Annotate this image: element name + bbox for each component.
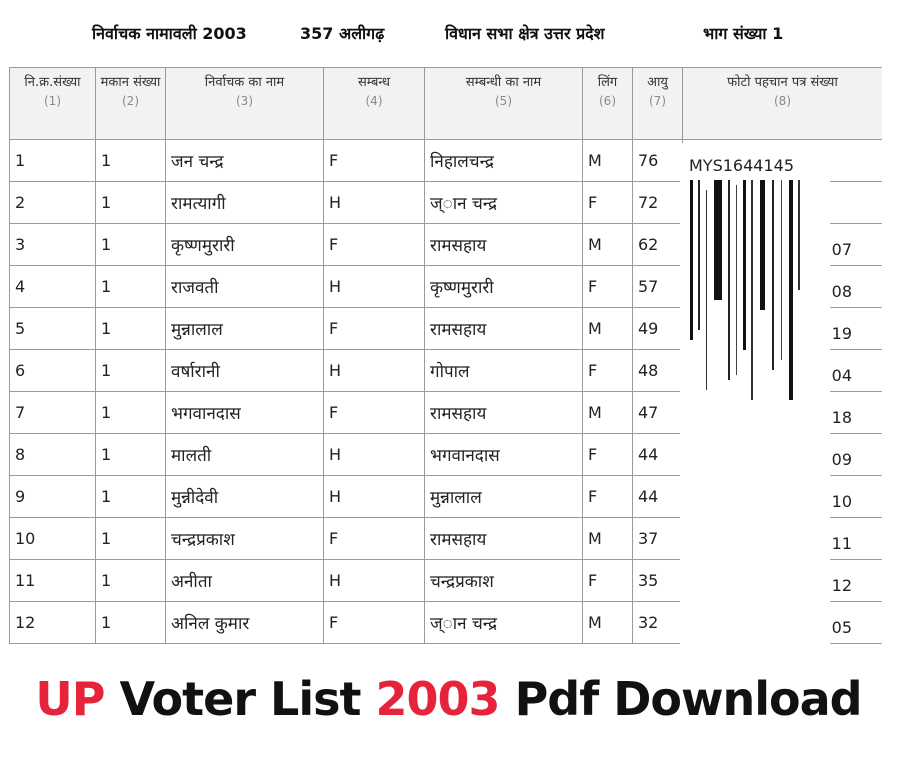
relation-cell: H	[324, 434, 425, 476]
serial-cell: 3	[10, 224, 96, 266]
photo-id-tail: 04	[831, 366, 852, 385]
column-header-photo-id: फोटो पहचान पत्र संख्या (8)	[683, 68, 883, 140]
part-number-label: भाग संख्या 1	[703, 24, 784, 43]
age-cell: 32	[633, 602, 683, 644]
gender-cell: F	[583, 350, 633, 392]
assembly-label: विधान सभा क्षेत्र उत्तर प्रदेश	[445, 24, 605, 43]
voter-name-cell: अनीता	[166, 560, 324, 602]
house-cell: 1	[96, 182, 166, 224]
gender-cell: M	[583, 224, 633, 266]
constituency-label: 357 अलीगढ़	[300, 24, 385, 43]
gender-cell: F	[583, 434, 633, 476]
house-cell: 1	[96, 308, 166, 350]
relative-name-cell: चन्द्रप्रकाश	[425, 560, 583, 602]
relation-cell: F	[324, 308, 425, 350]
house-cell: 1	[96, 518, 166, 560]
age-cell: 44	[633, 434, 683, 476]
serial-cell: 7	[10, 392, 96, 434]
document-header	[0, 22, 897, 48]
serial-cell: 12	[10, 602, 96, 644]
column-header-house: मकान संख्या (2)	[96, 68, 166, 140]
relation-cell: F	[324, 224, 425, 266]
voter-name-cell: राजवती	[166, 266, 324, 308]
banner-up: UP	[35, 672, 105, 726]
age-cell: 49	[633, 308, 683, 350]
age-cell: 44	[633, 476, 683, 518]
voter-name-cell: मुन्नीदेवी	[166, 476, 324, 518]
serial-cell: 5	[10, 308, 96, 350]
relation-cell: F	[324, 140, 425, 182]
relative-name-cell: भगवानदास	[425, 434, 583, 476]
relative-name-cell: गोपाल	[425, 350, 583, 392]
column-header-relation: सम्बन्ध (4)	[324, 68, 425, 140]
relation-cell: F	[324, 392, 425, 434]
relation-cell: H	[324, 560, 425, 602]
age-cell: 47	[633, 392, 683, 434]
relation-cell: H	[324, 182, 425, 224]
house-cell: 1	[96, 392, 166, 434]
voter-name-cell: जन चन्द्र	[166, 140, 324, 182]
house-cell: 1	[96, 602, 166, 644]
banner-pdf-download: Pdf Download	[514, 672, 862, 726]
gender-cell: F	[583, 182, 633, 224]
relative-name-cell: ज्ान चन्द्र	[425, 182, 583, 224]
voter-name-cell: भगवानदास	[166, 392, 324, 434]
column-header-voter-name: निर्वाचक का नाम (3)	[166, 68, 324, 140]
serial-cell: 4	[10, 266, 96, 308]
banner-title	[0, 672, 897, 726]
photo-id-tail: 19	[831, 324, 852, 343]
house-cell: 1	[96, 350, 166, 392]
house-cell: 1	[96, 140, 166, 182]
voter-name-cell: रामत्यागी	[166, 182, 324, 224]
age-cell: 35	[633, 560, 683, 602]
age-cell: 76	[633, 140, 683, 182]
relative-name-cell: कृष्णमुरारी	[425, 266, 583, 308]
relation-cell: F	[324, 602, 425, 644]
serial-cell: 8	[10, 434, 96, 476]
photo-id-tail: 05	[831, 618, 852, 637]
photo-id-tail: 10	[831, 492, 852, 511]
column-header-serial: नि.क्र.संख्या (1)	[10, 68, 96, 140]
house-cell: 1	[96, 560, 166, 602]
serial-cell: 2	[10, 182, 96, 224]
relative-name-cell: रामसहाय	[425, 392, 583, 434]
column-header-age: आयु (7)	[633, 68, 683, 140]
relation-cell: H	[324, 350, 425, 392]
relation-cell: H	[324, 266, 425, 308]
age-cell: 62	[633, 224, 683, 266]
photo-id-tail: 09	[831, 450, 852, 469]
serial-cell: 11	[10, 560, 96, 602]
gender-cell: M	[583, 518, 633, 560]
column-header-relative-name: सम्बन्धी का नाम (5)	[425, 68, 583, 140]
gender-cell: M	[583, 140, 633, 182]
gender-cell: F	[583, 266, 633, 308]
age-cell: 37	[633, 518, 683, 560]
house-cell: 1	[96, 434, 166, 476]
serial-cell: 10	[10, 518, 96, 560]
voter-name-cell: कृष्णमुरारी	[166, 224, 324, 266]
column-header-gender: लिंग (6)	[583, 68, 633, 140]
photo-id-tail: 08	[831, 282, 852, 301]
banner-voter-list: Voter List	[119, 672, 361, 726]
photo-id-tail: 07	[831, 240, 852, 259]
photo-id-number: MYS1644145	[689, 156, 794, 175]
photo-id-tail: 12	[831, 576, 852, 595]
age-cell: 57	[633, 266, 683, 308]
relative-name-cell: मुन्नालाल	[425, 476, 583, 518]
gender-cell: M	[583, 602, 633, 644]
table-header-row	[10, 68, 883, 140]
relation-cell: H	[324, 476, 425, 518]
house-cell: 1	[96, 266, 166, 308]
serial-cell: 1	[10, 140, 96, 182]
house-cell: 1	[96, 224, 166, 266]
age-cell: 48	[633, 350, 683, 392]
relative-name-cell: रामसहाय	[425, 224, 583, 266]
gender-cell: F	[583, 476, 633, 518]
photo-id-tail: 11	[831, 534, 852, 553]
voter-name-cell: चन्द्रप्रकाश	[166, 518, 324, 560]
gender-cell: M	[583, 392, 633, 434]
serial-cell: 9	[10, 476, 96, 518]
voter-name-cell: वर्षारानी	[166, 350, 324, 392]
relation-cell: F	[324, 518, 425, 560]
photo-id-tail: 18	[831, 408, 852, 427]
serial-cell: 6	[10, 350, 96, 392]
age-cell: 72	[633, 182, 683, 224]
gender-cell: F	[583, 560, 633, 602]
roll-title: निर्वाचक नामावली 2003	[92, 24, 247, 43]
relative-name-cell: ज्ान चन्द्र	[425, 602, 583, 644]
relative-name-cell: रामसहाय	[425, 518, 583, 560]
relative-name-cell: निहालचन्द्र	[425, 140, 583, 182]
house-cell: 1	[96, 476, 166, 518]
relative-name-cell: रामसहाय	[425, 308, 583, 350]
voter-name-cell: मालती	[166, 434, 324, 476]
voter-name-cell: मुन्नालाल	[166, 308, 324, 350]
banner-year: 2003	[375, 672, 500, 726]
barcode-smear	[688, 180, 803, 410]
gender-cell: M	[583, 308, 633, 350]
voter-name-cell: अनिल कुमार	[166, 602, 324, 644]
